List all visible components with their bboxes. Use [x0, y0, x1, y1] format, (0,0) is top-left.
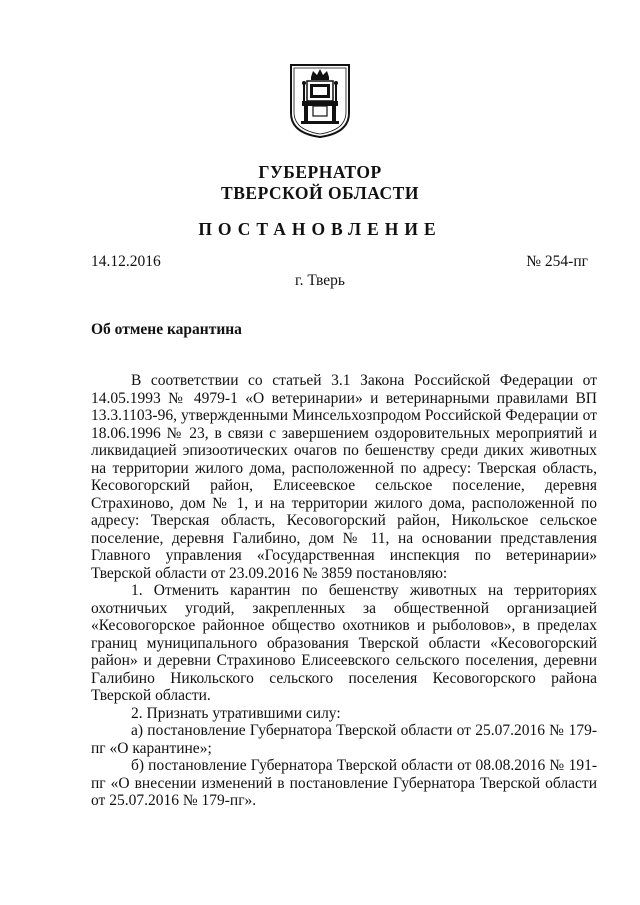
document-type: ПОСТАНОВЛЕНИЕ — [198, 219, 442, 239]
document-body — [91, 372, 597, 810]
item-2a-paragraph: а) постановление Губернатора Тверской области от 25.07.2016 № 179-пг «О карантине»; — [91, 722, 597, 757]
item-1-paragraph: 1. Отменить карантин по бешенству животных на территориях охотничьих угодий, закрепленных за общественной организацией «Кесовогорское районное общество охотников и рыболовов», в пределах границ муниципального образования Тверской области «Кесовогорский район» и деревни Страхиново Елисеевского сельского поселения, деревни Галибино Никольского сельского поселения Кесовогорского района Тверской области. — [91, 582, 597, 704]
tver-coat-of-arms-icon — [289, 63, 351, 139]
document-city: г. Тверь — [295, 272, 345, 289]
preamble-paragraph: В соответствии со статьей 3.1 Закона Российской Федерации от 14.05.1993 № 4979-1 «О ветеринарии» и ветеринарными правилами ВП 13.3.1103-96, утвержденными Минсельхозпродом Российской Федерации от 18.06.1996 № 23, в связи с завершением оздоровительных мероприятий и ликвидацией эпизоотических очагов по бешенству среди диких животных на территории жилого дома, расположенной по адресу: Тверская область, Кесовогорский район, Елисеевское сельское поселение, деревня Страхиново, дом № 1, и на территории жилого дома, расположенной по адресу: Тверская область, Кесовогорский район, Никольское сельское поселение, деревня Галибино, дом № 11, на основании представления Главного управления «Государственная инспекция по ветеринарии» Тверской области от 23.09.2016 № 3859 постановляю: — [91, 372, 597, 582]
authority-title: ГУБЕРНАТОР — [258, 162, 382, 182]
document-date: 14.12.2016 — [91, 253, 161, 270]
item-2-paragraph: 2. Признать утратившими силу: — [131, 704, 341, 722]
document-title: Об отмене карантина — [91, 321, 242, 338]
authority-region: ТВЕРСКОЙ ОБЛАСТИ — [221, 183, 419, 203]
item-2b-paragraph: б) постановление Губернатора Тверской области от 08.08.2016 № 191-пг «О внесении изменений в постановление Губернатора Тверской области от 25.07.2016 № 179-пг». — [91, 757, 597, 809]
document-number: № 254-пг — [526, 253, 588, 270]
